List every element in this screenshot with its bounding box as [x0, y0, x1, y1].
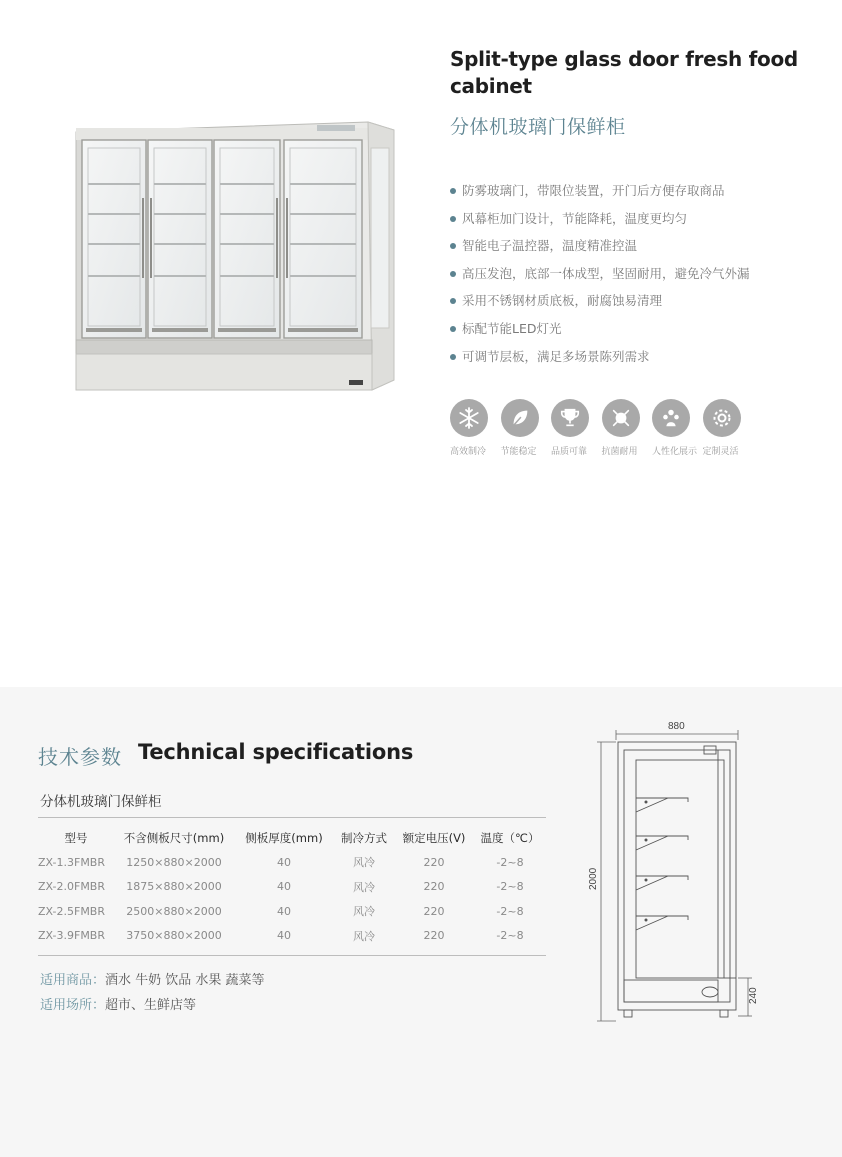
table-cell: 风冷 [353, 880, 375, 894]
table-cell: -2~8 [496, 880, 524, 894]
table-cell: 1250×880×2000 [126, 855, 222, 869]
table-header-row [38, 826, 546, 850]
divider [38, 955, 546, 956]
table-cell: 40 [277, 880, 291, 894]
base-height-label: 240 [748, 987, 759, 1004]
feature-item: 防雾玻璃门，带限位装置，开门后方便存取商品 [450, 180, 750, 208]
people-icon [652, 399, 690, 437]
table-cell: ZX-3.9FMBR [38, 929, 105, 943]
badge-display: 人性化展示 [652, 399, 703, 457]
table-cell: 220 [423, 904, 445, 918]
table-cell: 220 [423, 929, 445, 943]
table-cell: 1875×880×2000 [126, 880, 222, 894]
product-title-en: Split-type glass door fresh food cabinet [450, 47, 798, 98]
table-cell: -2~8 [496, 929, 524, 943]
table-cell: 40 [277, 929, 291, 943]
column-header: 额定电压(V) [402, 831, 466, 845]
badge-custom: 定制灵活 [703, 399, 754, 457]
feature-item: 风幕柜加门设计，节能降耗，温度更均匀 [450, 208, 750, 236]
column-header: 不含侧板尺寸(mm) [123, 831, 225, 845]
product-title-cn: 分体机玻璃门保鲜柜 [450, 116, 626, 138]
snowflake-icon [450, 399, 488, 437]
feature-list [450, 180, 750, 373]
column-header: 温度（℃） [480, 831, 540, 845]
usage-goods: 适用商品：酒水 牛奶 饮品 水果 蔬菜等 [40, 973, 265, 988]
column-header: 制冷方式 [341, 831, 387, 845]
feature-item: 采用不锈钢材质底板，耐腐蚀易清理 [450, 290, 750, 318]
side-view-diagram [580, 716, 770, 1028]
column-header: 型号 [64, 831, 88, 845]
height-label: 2000 [588, 867, 599, 890]
table-cell: 风冷 [353, 905, 375, 919]
table-row [38, 899, 546, 924]
bullet-dot [450, 216, 456, 222]
feature-item: 标配节能LED灯光 [450, 318, 750, 346]
feature-item: 可调节层板，满足多场景陈列需求 [450, 346, 750, 374]
shield-icon [602, 399, 640, 437]
badge-energy: 节能稳定 [501, 399, 552, 457]
spec-title-cn: 技术参数 [38, 745, 122, 769]
table-cell: 3750×880×2000 [126, 929, 222, 943]
table-cell: 220 [423, 880, 445, 894]
bullet-dot [450, 188, 456, 194]
bullet-dot [450, 326, 456, 332]
feature-item: 智能电子温控器，温度精准控温 [450, 235, 750, 263]
badge-quality: 品质可靠 [551, 399, 602, 457]
bullet-dot [450, 271, 456, 277]
table-row [38, 875, 546, 900]
leaf-icon [501, 399, 539, 437]
trophy-icon [551, 399, 589, 437]
column-header: 侧板厚度(mm) [245, 831, 323, 845]
table-cell: 风冷 [353, 929, 375, 943]
width-label: 880 [668, 721, 685, 732]
bullet-dot [450, 243, 456, 249]
table-cell: -2~8 [496, 855, 524, 869]
table-cell: 40 [277, 904, 291, 918]
badge-antibacterial: 抗菌耐用 [602, 399, 653, 457]
spec-model-name: 分体机玻璃门保鲜柜 [40, 794, 162, 810]
table-cell: ZX-2.5FMBR [38, 904, 105, 918]
table-cell: ZX-1.3FMBR [38, 855, 105, 869]
usage-place: 适用场所：超市、生鲜店等 [40, 998, 197, 1013]
spec-title-en: Technical specifications [138, 740, 414, 764]
product-photo [72, 118, 400, 393]
bullet-dot [450, 354, 456, 360]
table-row [38, 924, 546, 949]
badge-row [450, 399, 753, 457]
table-cell: 2500×880×2000 [126, 904, 222, 918]
badge-cooling: 高效制冷 [450, 399, 501, 457]
feature-item: 高压发泡，底部一体成型，坚固耐用，避免冷气外漏 [450, 263, 750, 291]
table-row [38, 850, 546, 875]
table-cell: ZX-2.0FMBR [38, 880, 105, 894]
table-cell: -2~8 [496, 904, 524, 918]
bullet-dot [450, 298, 456, 304]
table-cell: 40 [277, 855, 291, 869]
spec-table [38, 826, 546, 948]
table-cell: 风冷 [353, 856, 375, 870]
table-cell: 220 [423, 855, 445, 869]
divider [38, 817, 546, 818]
gear-icon [703, 399, 741, 437]
